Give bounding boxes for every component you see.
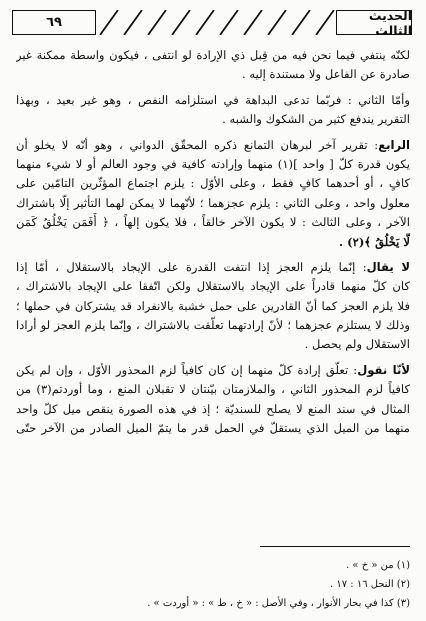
- section-keyword: لا يقال: [366, 259, 410, 274]
- main-text: [16, 46, 410, 438]
- footnote: (٢) النحل ١٦ : ١٧ .: [329, 579, 410, 590]
- section-keyword: الرابع: [378, 137, 410, 152]
- text-line: لكنّه ينتفي فيما نحن فيه من قِبل ذي الإرادة لو انتفى ، فيكون واسطة ممكنة غير: [16, 48, 410, 62]
- section-keyword: لأنّا نقول: [357, 362, 410, 377]
- footnote-divider: [260, 546, 410, 547]
- text-line: وأمّا الثاني : فربّما تدعى البداهة في استلزامه النفص ، وهو غير بعيد ، وبهذا: [16, 92, 410, 107]
- text-line: معلول واحد ، وعلى الثاني : يلزم عجزهما ؛ لأنّهما لا يمكن لهما التأثير إلّا باشتراك: [16, 195, 410, 210]
- text-line: التقرير يندفع كثير من الشكوك والشبه .: [222, 112, 410, 127]
- text-line: منهما من الميل الذي يستقلّ في الحمل قدر ما يتمّ الميل الصادر من الآخر حتّى: [16, 421, 410, 436]
- chapter-title: الحديث الثالث: [368, 7, 412, 38]
- quran-verse-line: لَّا يَخْلُقُ ﴾(٢) .: [339, 234, 410, 249]
- text-line: صادرة عن الفاعل ولا مستندة إليه .: [242, 67, 410, 82]
- text-line: كان كلّ منهما قادراً على الإيجاد بالاستقلال ولكن اتّفقا على الإيجاد بالاشتراك ،: [16, 279, 410, 294]
- page-number: ٦٩: [46, 15, 62, 30]
- text-line: المثال في سند المنع لا يصلح للسنديّة ؛ إذ في هذه الصورة ينقص ميل كلّ واحد: [16, 401, 410, 416]
- footnote: (٣) كذا في بحار الأنوار ، وفي الأصل : « خ ، ط » : « أوردت » .: [147, 598, 410, 609]
- text-line: الاستقلال ولم يحصل .: [304, 337, 410, 352]
- footnote: (١) من « خ » .: [346, 560, 410, 571]
- text-line: كافياً لزم المحذور الثاني ، والملازمتان بيّنتان لا تقبلان المنع ، وما أوردتم(٣) من: [16, 382, 410, 397]
- page-header: [12, 7, 412, 38]
- text-line: الرابع: تقرير آخر لبرهان التمانع ذكره المحقّق الدواني ، وهو أنّه لا يخلو أن: [16, 137, 410, 152]
- text-line: يكون قدرة كلّ [ واحد ](١) منهما وإرادته كافية في وجود العالم أو لا شيء منهما: [16, 156, 410, 171]
- footnotes: [16, 556, 410, 613]
- text-line: كافٍ ، أو أحدهما كافٍ فقط ، وعلى الأوّل : يلزم اجتماع المؤثّرين التامّين على: [16, 176, 410, 191]
- text-line: وذلك لا يستلزم عجزهما ؛ لأنّ إرادتهما تعلّقت بالاشتراك ، وإنّما يلزم العجز لو أرادا: [16, 318, 410, 333]
- text-line: لا يقال: إنّما يلزم العجز إذا انتفت القدرة على الإيجاد بالاستقلال ، أمّا إذا: [16, 259, 410, 274]
- header-hatch-ornament: [96, 10, 336, 35]
- text-line: الآخر ، وعلى الثالث : لا يكون الآخر خالقاً ، فلا يكون إلهاً ، ﴿ أَفَمَن يَخْلُقُ كَمَن: [16, 215, 410, 230]
- text-line: فلا يلزم العجز كما أنّ القادرين على حمل خشبة بالانفراد قد يشتركان في حملها ؛: [16, 298, 410, 313]
- text-line: لأنّا نقول: تعلّق إرادة كلّ منهما إن كان كافياً لزم المحذور الأوّل ، وإن لم يكن: [16, 362, 410, 377]
